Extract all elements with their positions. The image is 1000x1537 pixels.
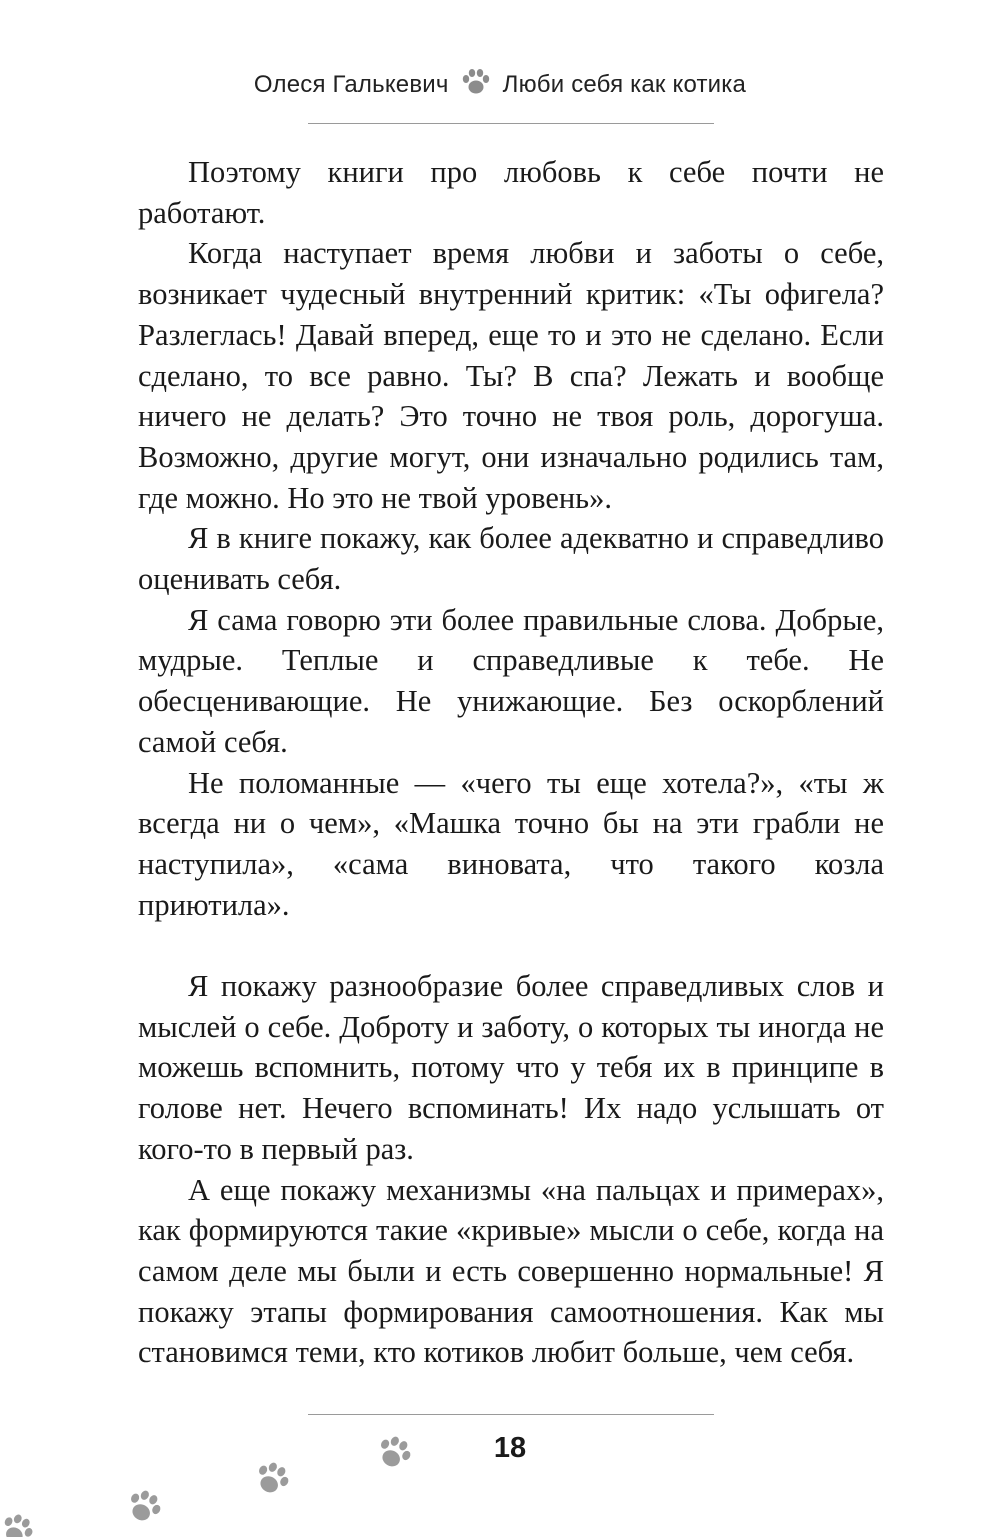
paw-print-icon [461, 68, 491, 96]
paragraph: Поэтому книги про любовь к себе почти не работают. [138, 155, 884, 230]
paw-print-icon [370, 1430, 418, 1477]
paragraph: Я покажу разнообразие более справедливых слов и мыслей о себе. Доброту и заботу, о которых ты иногда не можешь вспомнить, потому что у тебя их в принципе в голове нет. Нечего вспоминать! Их надо услышать от кого-то в первый раз. [138, 969, 884, 1166]
paw-print-icon [0, 1514, 34, 1537]
page-body [138, 152, 884, 1373]
header-divider [308, 123, 714, 124]
footer-divider [308, 1414, 714, 1415]
header-book-title: Люби себя как котика [502, 71, 747, 98]
paragraph: Я сама говорю эти более правильные слова. Добрые, мудрые. Теплые и справедливые к тебе. Не обесценивающие. Не унижающие. Без оскорблений самой себя. [138, 602, 884, 759]
paragraph: Я в книге покажу, как более адекватно и справедливо оценивать себя. [138, 521, 884, 597]
paragraph: А еще покажу механизмы «на пальцах и примерах», как формируются такие «кривые» мысли о себе, когда на самом деле мы были и есть совершенно нормальные! Я покажу этапы формирования самоотношения. Как мы становимся теми, кто котиков любит больше, чем себя. [138, 1172, 884, 1370]
paragraph: Не поломанные — «чего ты еще хотела?», «ты ж всегда ни о чем», «Машка точно бы на эти грабли не наступила», «сама виновата, что такого козла приютила». [138, 765, 884, 922]
running-header [0, 68, 1000, 99]
paw-print-icon [120, 1484, 168, 1531]
paragraph: Когда наступает время любви и заботы о себе, возникает чудесный внутренний критик: «Ты офигела? Разлеглась! Давай вперед, еще то и это не сделано. Если сделано, то все равно. Ты? В спа? Лежать и вообще ничего не делать? Это точно не твоя роль, дорогуша. Возможно, другие могут, они изначально родились там, где можно. Но это не твой уровень». [138, 236, 884, 515]
page-number: 18 [493, 1432, 527, 1464]
paw-print-icon [248, 1456, 296, 1503]
header-author: Олеся Галькевич [253, 71, 449, 98]
